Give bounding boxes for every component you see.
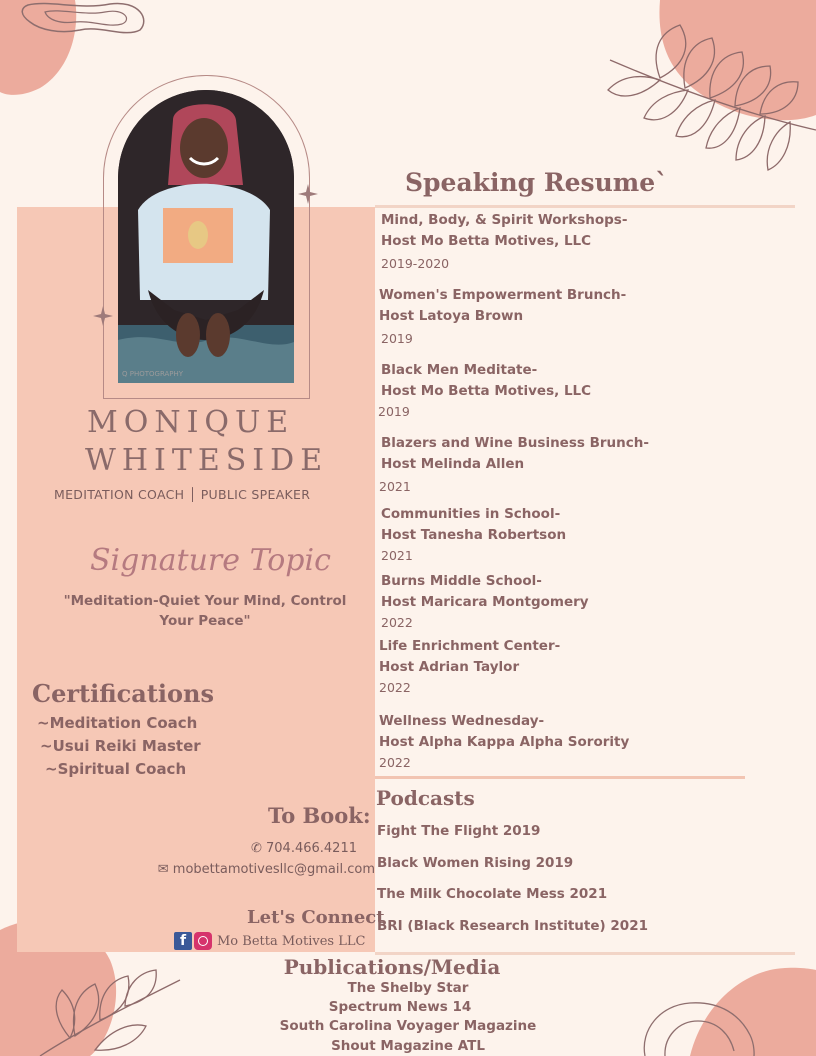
event-year: 2021 [381, 548, 413, 563]
event-title: Mind, Body, & Spirit Workshops- [381, 212, 628, 228]
publication-item: The Shelby Star [347, 980, 469, 996]
leaf-branch-top-right-icon [600, 20, 816, 190]
last-name: WHITESIDE [85, 443, 329, 478]
signature-quote: "Meditation-Quiet Your Mind, Control Your Peace" [63, 593, 347, 629]
event-title: Black Men Meditate- [381, 362, 538, 378]
event-host: Host Maricara Montgomery [381, 594, 589, 610]
event-title: Communities in School- [381, 506, 561, 522]
certification-item: ~Spiritual Coach [45, 760, 187, 778]
event-host: Host Adrian Taylor [379, 659, 520, 675]
facebook-icon[interactable]: f [174, 932, 192, 950]
certifications-heading: Certifications [32, 679, 215, 708]
speaking-resume-heading: Speaking Resume` [405, 168, 668, 197]
event-year: 2022 [381, 615, 413, 630]
photo-caption: Q PHOTOGRAPHY [122, 370, 184, 378]
sparkle-icon [93, 306, 113, 326]
profile-subtitle: MEDITATION COACH │ PUBLIC SPEAKER [54, 487, 311, 502]
certification-item: ~Meditation Coach [37, 714, 198, 732]
event-year: 2019 [381, 331, 413, 346]
certification-item: ~Usui Reiki Master [40, 737, 201, 755]
email-row [100, 862, 375, 877]
phone-icon: ✆ [250, 841, 262, 856]
event-host: Host Mo Betta Motives, LLC [381, 383, 592, 399]
publication-item: South Carolina Voyager Magazine [279, 1018, 537, 1034]
profile-photo [118, 90, 294, 383]
envelope-icon: ✉ [157, 862, 169, 877]
podcast-item: Fight The Flight 2019 [377, 823, 541, 839]
signature-topic-heading: Signature Topic [90, 543, 331, 578]
speaking-event [379, 636, 759, 697]
event-host: Host Mo Betta Motives, LLC [381, 233, 592, 249]
event-title: Life Enrichment Center- [379, 638, 561, 654]
event-title: Women's Empowerment Brunch- [379, 287, 627, 303]
event-host: Host Tanesha Robertson [381, 527, 567, 543]
social-handle[interactable]: Mo Betta Motives LLC [217, 933, 366, 949]
event-host: Host Melinda Allen [381, 456, 525, 472]
speaking-divider [375, 205, 795, 208]
podcast-item: BRI (Black Research Institute) 2021 [377, 918, 648, 934]
publication-item: Spectrum News 14 [328, 999, 472, 1015]
social-row [174, 932, 365, 950]
speaking-event [378, 360, 761, 421]
speaking-event [379, 711, 759, 772]
email-address[interactable]: mobettamotivesllc@gmail.com [172, 862, 375, 877]
event-host: Host Alpha Kappa Alpha Sorority [379, 734, 630, 750]
event-year: 2022 [379, 755, 411, 770]
podcast-item: Black Women Rising 2019 [377, 855, 574, 871]
event-title: Wellness Wednesday- [379, 713, 545, 729]
event-title: Blazers and Wine Business Brunch- [381, 435, 649, 451]
speaking-event [381, 210, 761, 273]
phone-row [160, 841, 357, 856]
decorative-blob-top-left [0, 0, 160, 100]
first-name: MONIQUE [87, 405, 295, 440]
publication-item: Shout Magazine ATL [331, 1038, 485, 1054]
event-year: 2021 [379, 479, 411, 494]
podcasts-divider [375, 776, 745, 779]
speaking-event [379, 285, 759, 348]
podcasts-heading: Podcasts [376, 786, 475, 810]
phone-number[interactable]: 704.466.4211 [266, 841, 357, 856]
event-title: Burns Middle School- [381, 573, 542, 589]
event-year: 2022 [379, 680, 411, 695]
speaking-event [381, 504, 761, 565]
lets-connect-heading: Let's Connect [247, 907, 385, 928]
event-year: 2019 [378, 404, 410, 419]
event-year: 2019-2020 [381, 256, 450, 271]
podcast-item: The Milk Chocolate Mess 2021 [377, 886, 608, 902]
sparkle-icon [298, 184, 318, 204]
event-host: Host Latoya Brown [379, 308, 524, 324]
speaking-event [381, 433, 761, 496]
booking-heading: To Book: [268, 803, 371, 828]
publications-heading: Publications/Media [283, 955, 501, 979]
speaking-event [381, 571, 761, 632]
instagram-icon[interactable] [194, 932, 212, 950]
